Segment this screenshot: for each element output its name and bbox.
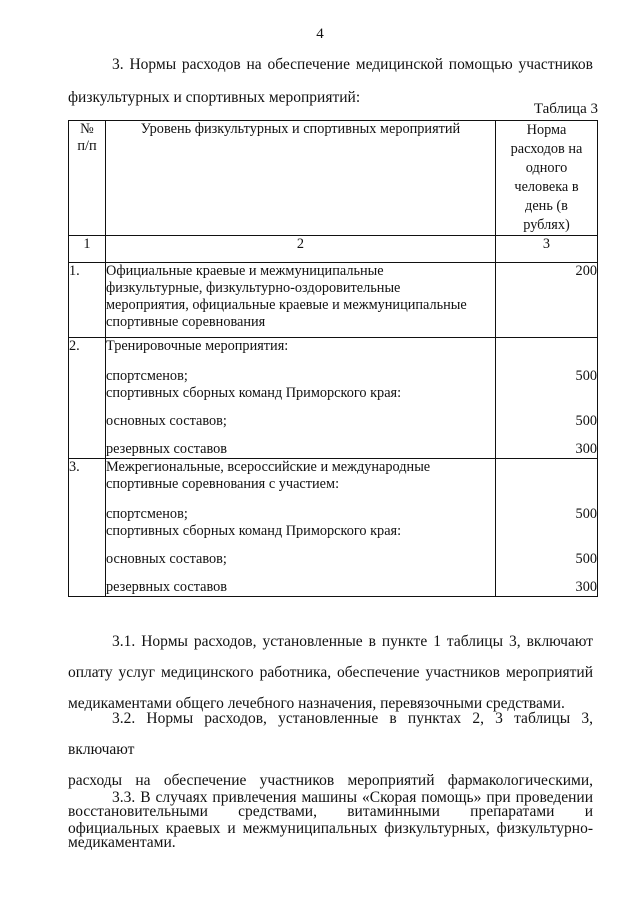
row-number: 1.: [69, 263, 106, 338]
header-level: Уровень физкультурных и спортивных мероприятий: [106, 121, 496, 236]
header-norm-line: человека в: [514, 179, 579, 195]
paragraph-line: 3.1. Нормы расходов, установленные в пункте 1 таблицы 3, включают: [112, 633, 593, 650]
row-norm-value: 500: [575, 551, 597, 567]
row-text-line: спортсменов;: [106, 368, 188, 384]
row-norm-values: [496, 338, 598, 459]
table-caption: Таблица 3: [533, 101, 598, 117]
row-title: Межрегиональные, всероссийские и международные: [106, 459, 431, 475]
row-number: 3.: [69, 459, 106, 597]
row-description: [106, 263, 496, 338]
row-text-line: спортивные соревнования: [106, 314, 266, 330]
section-heading: [68, 48, 593, 114]
row-norm-value: 500: [575, 413, 597, 429]
row-text-line: резервных составов: [106, 579, 228, 595]
row-norm-value: 200: [496, 263, 598, 338]
header-norm-line: одного: [525, 160, 568, 176]
paragraph-line: 3.3. В случаях привлечения машины «Скорая помощь» при проведении: [112, 789, 593, 806]
column-index: 2: [106, 236, 496, 263]
column-index: 3: [496, 236, 598, 263]
row-text-line: спортсменов;: [106, 506, 188, 522]
column-index: 1: [69, 236, 106, 263]
row-norm-value: 300: [575, 441, 597, 457]
page-number: 4: [316, 26, 324, 42]
row-text-line: спортивных сборных команд Приморского края:: [106, 523, 402, 539]
row-number: 2.: [69, 338, 106, 459]
norms-table: [68, 120, 598, 597]
header-norm-line: расходов на: [510, 141, 583, 157]
row-norm-value: [496, 385, 597, 402]
header-norm-line: Норма: [526, 122, 567, 138]
paragraph-line: медикаментами общего лечебного назначения, перевязочными средствами.: [68, 695, 565, 712]
paragraph-line: официальных краевых и межмуниципальных физкультурных, физкультурно-: [68, 820, 593, 837]
paragraph-line: оплату услуг медицинского работника, обеспечение участников мероприятий: [68, 664, 593, 681]
header-norm-line: рублях): [523, 217, 570, 233]
table-row: [69, 338, 598, 459]
header-norm: [496, 121, 598, 236]
row-text-line: спортивных сборных команд Приморского края:: [106, 385, 402, 401]
section-heading-line: 3. Нормы расходов на обеспечение медицинской помощью участников: [112, 56, 593, 73]
row-text-line: основных составов;: [106, 413, 227, 429]
header-norm-line: день (в: [525, 198, 568, 214]
paragraph-line: расходы на обеспечение участников мероприятий фармакологическими,: [68, 772, 593, 789]
header-number-line: п/п: [77, 138, 97, 154]
row-text-line: мероприятия, официальные краевые и межмуниципальные: [106, 297, 467, 313]
row-title: Тренировочные мероприятия:: [106, 338, 289, 354]
header-number: [69, 121, 106, 236]
row-norm-values: [496, 459, 598, 597]
row-norm-value: 300: [575, 579, 597, 595]
paragraph-3-3: [68, 782, 593, 844]
paragraph-line: 3.2. Нормы расходов, установленные в пунктах 2, 3 таблицы 3, включают: [68, 710, 593, 758]
section-heading-line: физкультурных и спортивных мероприятий:: [68, 89, 361, 106]
row-text-line: резервных составов: [106, 441, 228, 457]
row-text-line: физкультурные, физкультурно-оздоровительные: [106, 280, 401, 296]
row-norm-value: 500: [575, 368, 597, 384]
column-index-row: [69, 236, 598, 263]
header-number-line: №: [80, 121, 94, 137]
row-text-line: основных составов;: [106, 551, 227, 567]
row-norm-value: [496, 523, 597, 540]
row-norm-value: 500: [575, 506, 597, 522]
table-header-row: [69, 121, 598, 236]
row-title: спортивные соревнования с участием:: [106, 476, 340, 492]
row-description: [106, 459, 496, 597]
paragraph-line: восстановительными средствами, витаминными препаратами и медикаментами.: [68, 803, 593, 851]
table-row: [69, 263, 598, 338]
row-text-line: Официальные краевые и межмуниципальные: [106, 263, 384, 279]
row-description: [106, 338, 496, 459]
table-row: [69, 459, 598, 597]
